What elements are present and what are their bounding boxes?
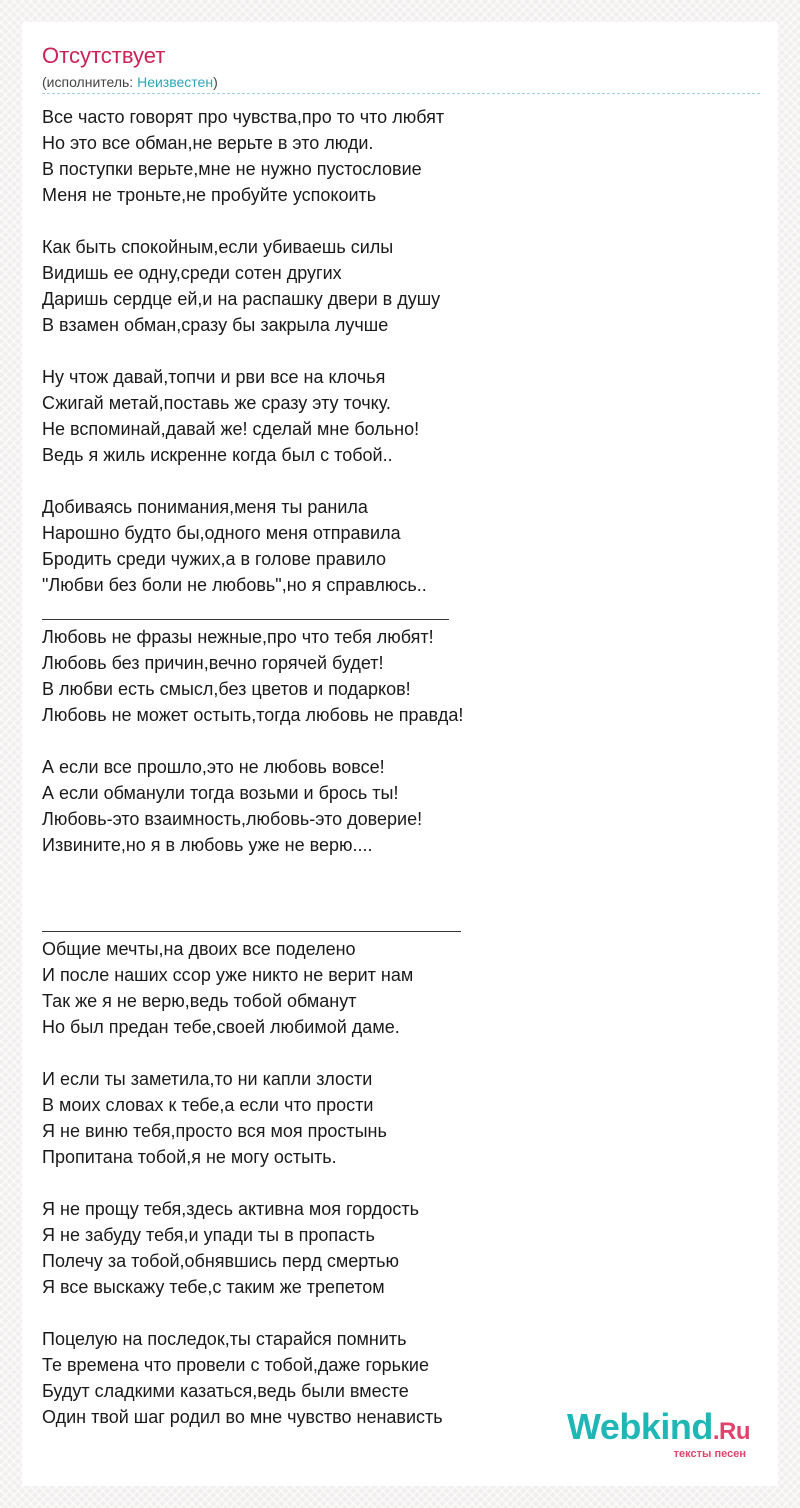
section-separator [42,910,758,936]
lyric-line: Сжигай метай,поставь же сразу эту точку. [42,393,391,413]
lyric-line: Не вспоминай,давай же! сделай мне больно! [42,419,420,439]
separator-line [42,619,449,620]
lyric-line: Меня не троньте,не пробуйте успокоить [42,185,377,205]
logo-tld-text: .Ru [712,1418,750,1445]
separator-line [42,931,461,932]
stanza-gap [42,208,758,234]
lyric-line: Один твой шаг родил во мне чувство ненависть [42,1407,443,1427]
lyric-line: Нарошно будто бы,одного меня отправила [42,523,401,543]
lyric-line: Но был предан тебе,своей любимой даме. [42,1017,400,1037]
lyric-line: Поцелую на последок,ты старайся помнить [42,1329,407,1349]
logo-tagline: тексты песен [673,1448,746,1460]
lyric-line: Полечу за тобой,обнявшись перд смертью [42,1251,399,1271]
stanza-gap [42,1170,758,1196]
artist-link[interactable]: Неизвестен [137,74,214,90]
lyric-line: Будут сладкими казаться,ведь были вместе [42,1381,409,1401]
lyric-line: Я не виню тебя,просто вся моя простынь [42,1121,387,1141]
lyric-line: Так же я не верю,ведь тобой обманут [42,991,357,1011]
lyric-line: В любви есть смысл,без цветов и подарков! [42,679,411,699]
lyric-line: Извините,но я в любовь уже не верю.... [42,835,373,855]
lyric-line: А если обманули тогда возьми и брось ты! [42,783,399,803]
lyric-line: И если ты заметила,то ни капли злости [42,1069,373,1089]
lyric-line: Добиваясь понимания,меня ты ранила [42,497,368,517]
lyric-line: Любовь без причин,вечно горячей будет! [42,653,384,673]
stanza-gap [42,338,758,364]
lyric-line: Любовь не может остыть,тогда любовь не правда! [42,705,464,725]
webkind-logo[interactable] [566,1406,750,1460]
lyric-line: В поступки верьте,мне не нужно пустословие [42,159,422,179]
lyric-line: Видишь ее одну,среди сотен других [42,263,342,283]
lyric-line: Даришь сердце ей,и на распашку двери в душу [42,289,441,309]
lyric-line: Ведь я жиль искренне когда был с тобой.. [42,445,393,465]
stanza-gap [42,728,758,754]
section-separator [42,598,758,624]
lyric-line: В взамен обман,сразу бы закрыла лучше [42,315,389,335]
lyric-line: Любовь не фразы нежные,про что тебя любят! [42,627,434,647]
lyric-line: Любовь-это взаимность,любовь-это доверие! [42,809,423,829]
logo-main-text: Webkind [566,1406,713,1447]
lyric-line: Как быть спокойным,если убиваешь силы [42,237,394,257]
lyric-line: Я не забуду тебя,и упади ты в пропасть [42,1225,375,1245]
lyric-line: Те времена что провели с тобой,даже горькие [42,1355,429,1375]
artist-prefix: (исполнитель: [42,74,138,90]
song-title: Отсутствует [42,43,166,68]
lyric-line: Но это все обман,не верьте в это люди. [42,133,374,153]
lyric-line: Ну чтож давай,топчи и рви все на клочья [42,367,386,387]
lyric-line: Бродить среди чужих,а в голове правило [42,549,387,569]
stanza-gap [42,1040,758,1066]
lyric-line: А если все прошло,это не любовь вовсе! [42,757,385,777]
lyric-line: Общие мечты,на двоих все поделено [42,939,356,959]
lyric-line: Я все выскажу тебе,с таким же трепетом [42,1277,385,1297]
lyric-line: В моих словах к тебе,а если что прости [42,1095,374,1115]
lyric-line: Я не прощу тебя,здесь активна моя гордость [42,1199,419,1219]
logo-wordmark [566,1406,750,1450]
title-divider [42,93,760,94]
lyric-line: Пропитана тобой,я не могу остыть. [42,1147,337,1167]
stanza-gap [42,468,758,494]
lyric-line: И после наших ссор уже никто не верит нам [42,965,414,985]
stanza-gap [42,858,758,884]
stanza-gap [42,884,758,910]
artist-line [42,72,218,92]
lyric-line: "Любви без боли не любовь",но я справлюсь.. [42,575,427,595]
artist-suffix: ) [213,74,218,90]
lyrics-text [42,104,758,1430]
lyric-line: Все часто говорят про чувства,про то что любят [42,107,445,127]
lyrics-card [22,22,778,1486]
stanza-gap [42,1300,758,1326]
